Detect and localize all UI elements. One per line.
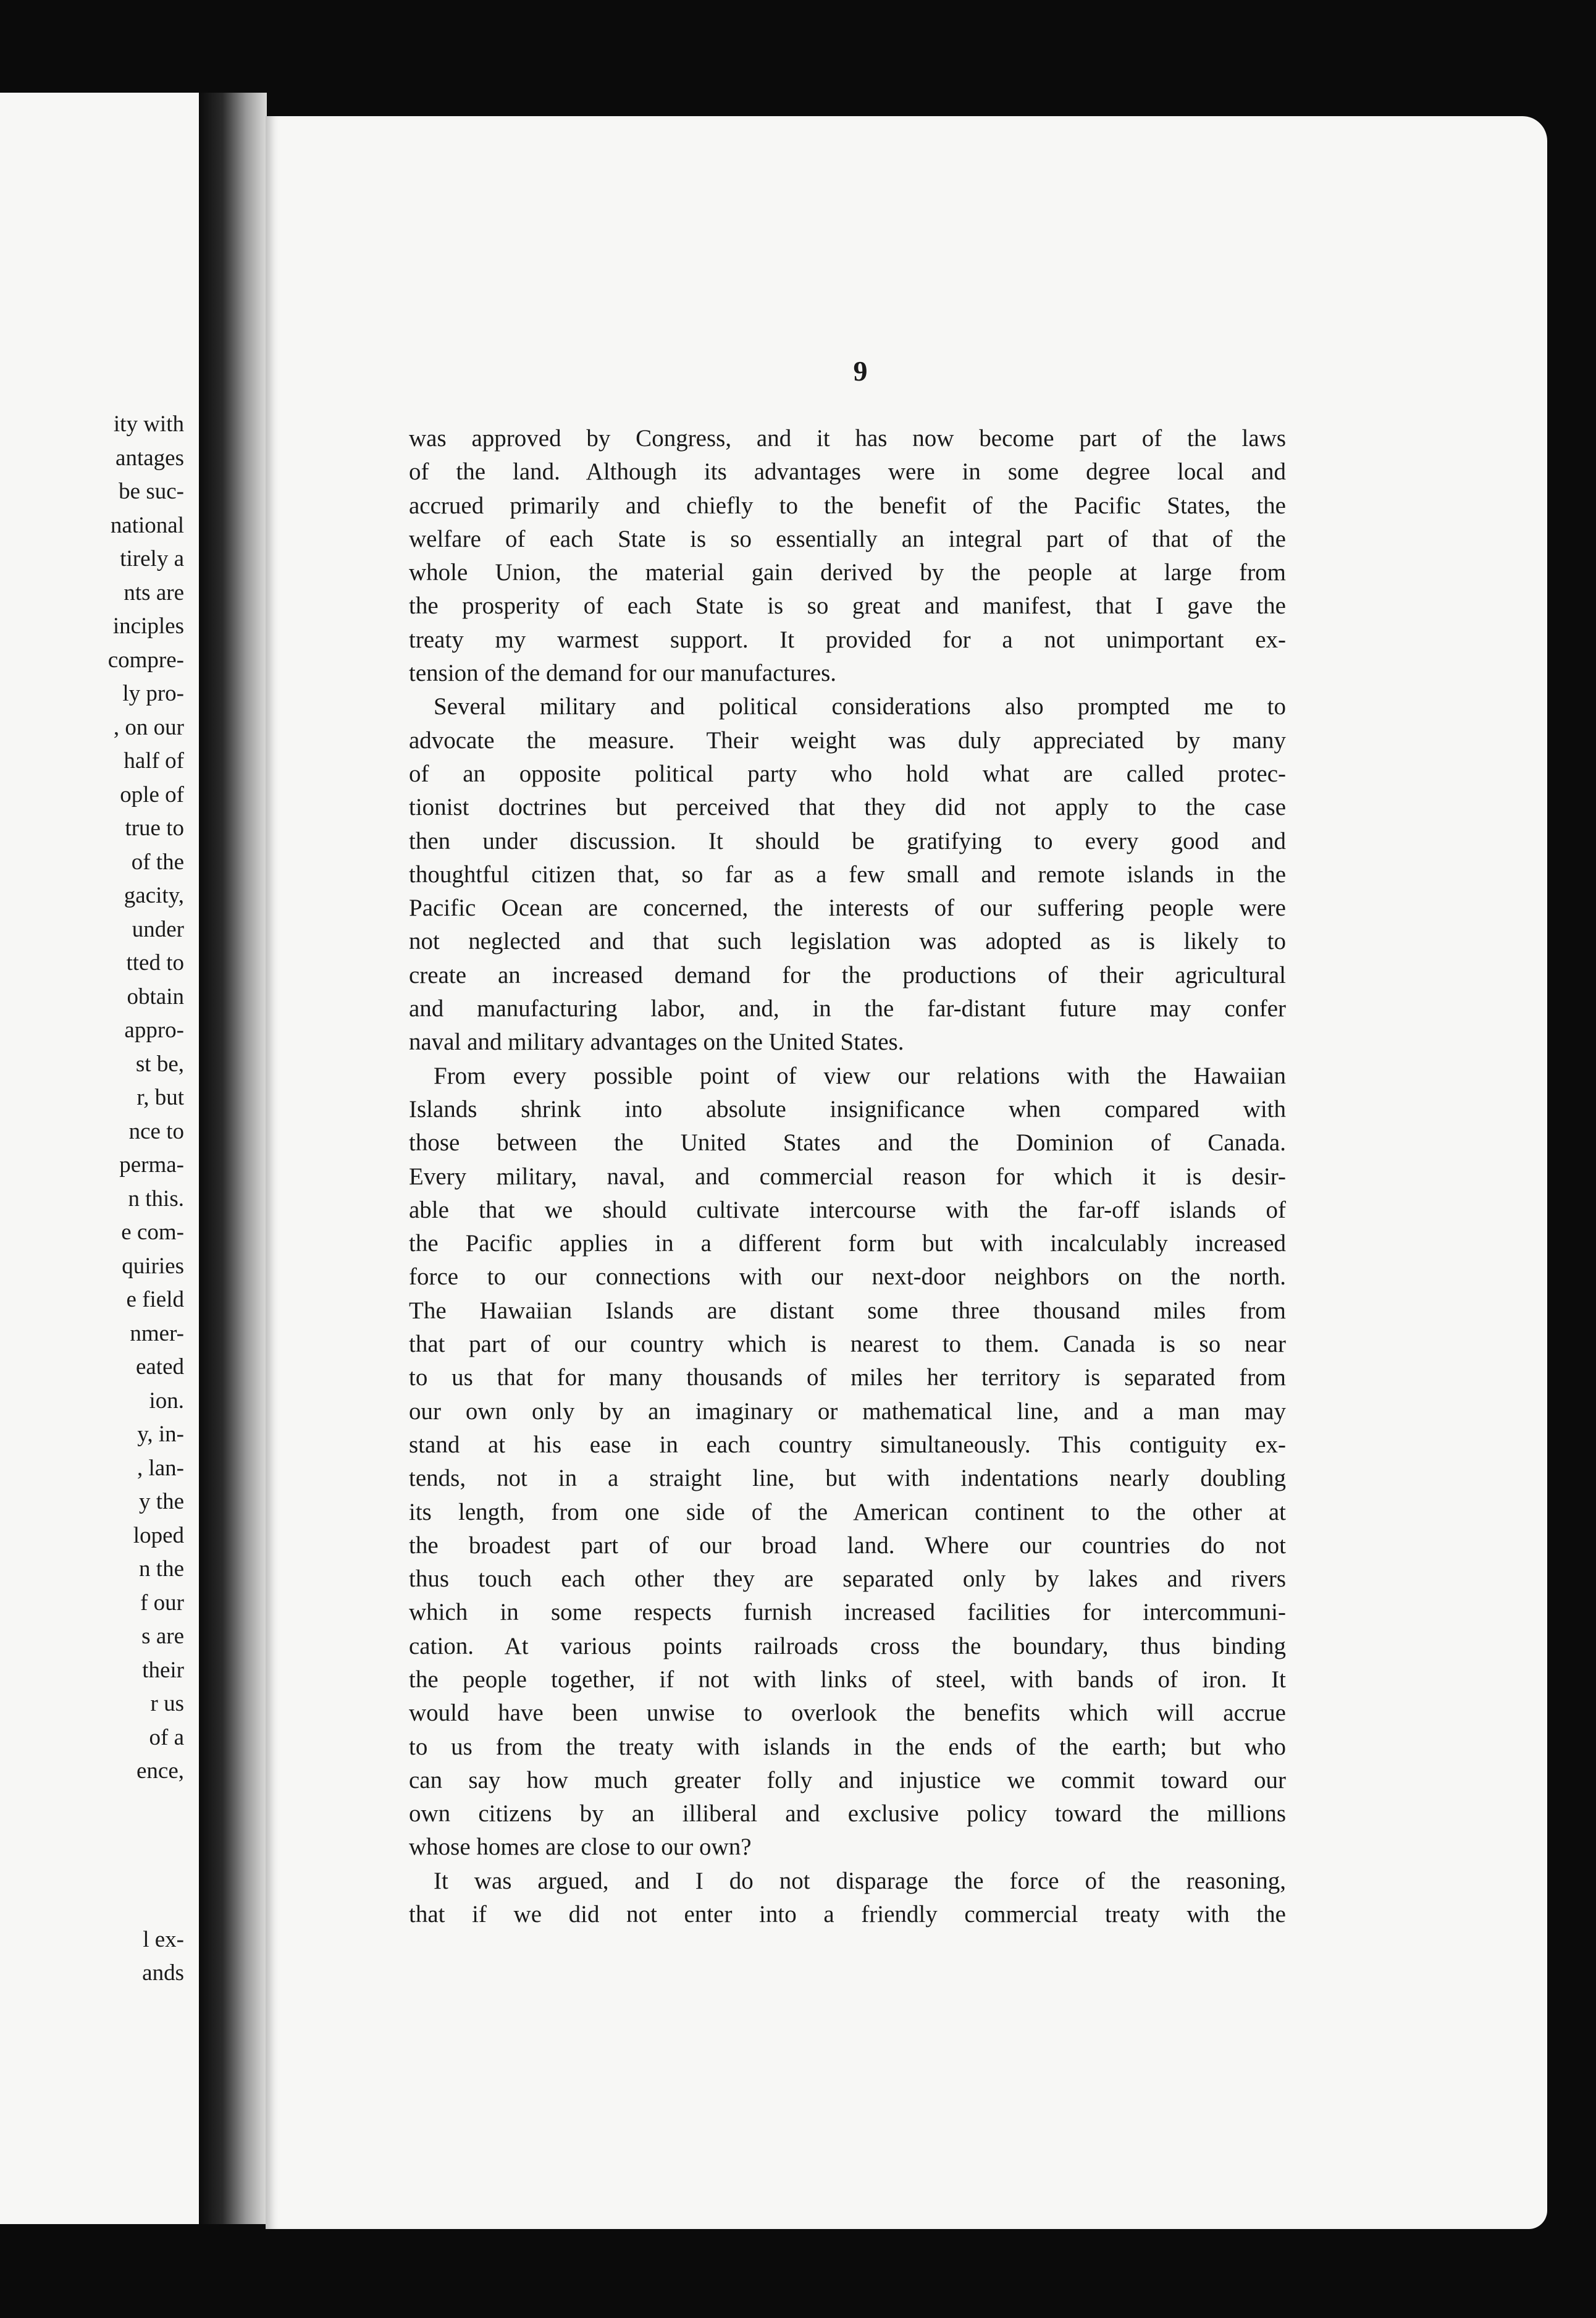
left-page-line: national bbox=[110, 512, 184, 538]
paragraph bbox=[409, 1865, 1286, 1932]
text-line: the prosperity of each State is so great and manifest, that I gave the bbox=[409, 592, 1286, 620]
left-page-line: st be, bbox=[135, 1051, 184, 1077]
left-page bbox=[0, 93, 201, 2224]
text-line: the people together, if not with links of steel, with bands of iron. It bbox=[409, 1666, 1286, 1693]
left-page-line: of a bbox=[149, 1724, 184, 1750]
text-line: Islands shrink into absolute insignificance when compared with bbox=[409, 1095, 1286, 1123]
left-page-line: r us bbox=[150, 1691, 184, 1716]
left-page-line: quiries bbox=[122, 1253, 184, 1279]
left-page-line: r, but bbox=[136, 1085, 184, 1110]
left-page-line: perma- bbox=[119, 1152, 184, 1178]
text-line: those between the United States and the Dominion of Canada. bbox=[409, 1129, 1286, 1157]
paragraph bbox=[409, 690, 1286, 1059]
left-page-line: e field bbox=[126, 1287, 184, 1312]
text-line: The Hawaiian Islands are distant some three thousand miles from bbox=[409, 1297, 1286, 1324]
left-page-line: obtain bbox=[127, 984, 184, 1009]
text-line: From every possible point of view our relations with the Hawaiian bbox=[434, 1062, 1286, 1089]
left-page-line: inciples bbox=[112, 613, 184, 639]
text-line: create an increased demand for the productions of their agricultural bbox=[409, 961, 1286, 988]
text-line: to us that for many thousands of miles her territory is separated from bbox=[409, 1364, 1286, 1391]
text-line: Several military and political considerations also prompted me to bbox=[434, 693, 1286, 720]
text-line: of an opposite political party who hold what are called protec- bbox=[409, 760, 1286, 787]
paragraph bbox=[409, 422, 1286, 690]
text-line: Every military, naval, and commercial reason for which it is desir- bbox=[409, 1163, 1286, 1190]
text-line: stand at his ease in each country simultaneously. This contiguity ex- bbox=[409, 1431, 1286, 1458]
text-line: accrued primarily and chiefly to the benefit of the Pacific States, the bbox=[409, 492, 1286, 519]
left-page-line: e com- bbox=[121, 1220, 184, 1245]
text-line: whole Union, the material gain derived by the people at large from bbox=[409, 559, 1286, 586]
left-page-line: n the bbox=[139, 1556, 184, 1582]
text-line: would have been unwise to overlook the benefits which will accrue bbox=[409, 1700, 1286, 1727]
left-page-line: s are bbox=[141, 1624, 184, 1649]
text-line: own citizens by an illiberal and exclusive policy toward the millions bbox=[409, 1800, 1286, 1827]
text-line: tends, not in a straight line, but with indentations nearly doubling bbox=[409, 1465, 1286, 1492]
left-page-line: ion. bbox=[149, 1388, 184, 1414]
text-line: can say how much greater folly and injustice we commit toward our bbox=[409, 1766, 1286, 1793]
text-line: the Pacific applies in a different form but with incalculably increased bbox=[409, 1230, 1286, 1257]
text-line: Pacific Ocean are concerned, the interests of our suffering people were bbox=[409, 895, 1286, 922]
body-text bbox=[409, 422, 1286, 1931]
left-page-line: of the bbox=[131, 849, 184, 875]
text-line: naval and military advantages on the United States. bbox=[409, 1029, 904, 1056]
left-page-line: nce to bbox=[128, 1118, 184, 1144]
left-page-line: tirely a bbox=[120, 546, 184, 571]
text-line: the broadest part of our broad land. Where our countries do not bbox=[409, 1532, 1286, 1559]
text-line: of the land. Although its advantages were in some degree local and bbox=[409, 458, 1286, 486]
left-page-line: eated bbox=[135, 1354, 184, 1380]
left-page-line: , lan- bbox=[136, 1455, 184, 1481]
text-line: force to our connections with our next-door neighbors on the north. bbox=[409, 1263, 1286, 1291]
left-page-line: antages bbox=[116, 445, 184, 471]
left-page-line: tted to bbox=[126, 950, 184, 976]
left-page-line: under bbox=[132, 916, 184, 942]
text-line: and manufacturing labor, and, in the far-distant future may confer bbox=[409, 995, 1286, 1022]
text-line: that part of our country which is nearest to them. Canada is so near bbox=[409, 1331, 1286, 1358]
text-line: whose homes are close to our own? bbox=[409, 1834, 752, 1861]
left-page-line: their bbox=[142, 1657, 184, 1683]
text-line: its length, from one side of the American continent to the other at bbox=[409, 1498, 1286, 1525]
page-number: 9 bbox=[853, 355, 868, 387]
text-line: It was argued, and I do not disparage the force of the reasoning, bbox=[434, 1867, 1286, 1894]
text-line: not neglected and that such legislation was adopted as is likely to bbox=[409, 928, 1286, 955]
text-line: advocate the measure. Their weight was duly appreciated by many bbox=[409, 727, 1286, 754]
left-page-line bbox=[0, 1789, 199, 1923]
left-page-line: compre- bbox=[107, 647, 184, 673]
left-page-line: , on our bbox=[113, 714, 184, 740]
text-line: tension of the demand for our manufactures. bbox=[409, 660, 837, 687]
left-page-line: appro- bbox=[124, 1018, 184, 1043]
left-page-line: f our bbox=[140, 1590, 184, 1616]
text-line: welfare of each State is so essentially an integral part of that of the bbox=[409, 525, 1286, 552]
left-page-line: ople of bbox=[120, 782, 184, 807]
left-page-line: ence, bbox=[136, 1758, 184, 1784]
text-line: our own only by an imaginary or mathematical line, and a man may bbox=[409, 1397, 1286, 1425]
left-page-text-column bbox=[0, 408, 199, 1991]
text-line: then under discussion. It should be gratifying to every good and bbox=[409, 827, 1286, 854]
left-page-line: half of bbox=[124, 748, 184, 773]
left-page-line: y, in- bbox=[137, 1422, 184, 1447]
text-line: cation. At various points railroads cross the boundary, thus binding bbox=[409, 1632, 1286, 1659]
left-page-line: nmer- bbox=[130, 1320, 184, 1346]
left-page-line: y the bbox=[139, 1489, 184, 1514]
left-page-line: gacity, bbox=[124, 883, 184, 908]
text-line: that if we did not enter into a friendly commercial treaty with the bbox=[409, 1901, 1286, 1928]
text-line: tionist doctrines but perceived that they did not apply to the case bbox=[409, 794, 1286, 821]
book-spine-gutter bbox=[199, 93, 267, 2224]
text-line: thus touch each other they are separated only by lakes and rivers bbox=[409, 1566, 1286, 1593]
text-line: to us from the treaty with islands in the ends of the earth; but who bbox=[409, 1733, 1286, 1760]
text-line: able that we should cultivate intercourse with the far-off islands of bbox=[409, 1196, 1286, 1223]
left-page-line: be suc- bbox=[119, 479, 184, 504]
left-page-line: loped bbox=[133, 1522, 184, 1548]
text-line: was approved by Congress, and it has now become part of the laws bbox=[409, 425, 1286, 452]
left-page-line: nts are bbox=[124, 580, 184, 605]
left-page-line: true to bbox=[125, 816, 184, 841]
text-line: thoughtful citizen that, so far as a few small and remote islands in the bbox=[409, 861, 1286, 888]
left-page-line: l ex- bbox=[143, 1926, 184, 1952]
paragraph bbox=[409, 1060, 1286, 1865]
left-page-line: ands bbox=[142, 1960, 184, 1986]
left-page-line: n this. bbox=[128, 1186, 184, 1212]
left-page-line: ity with bbox=[113, 411, 184, 437]
text-line: which in some respects furnish increased facilities for intercommuni- bbox=[409, 1599, 1286, 1626]
left-page-line: ly pro- bbox=[122, 681, 184, 706]
text-line: treaty my warmest support. It provided for a not unimportant ex- bbox=[409, 626, 1286, 653]
